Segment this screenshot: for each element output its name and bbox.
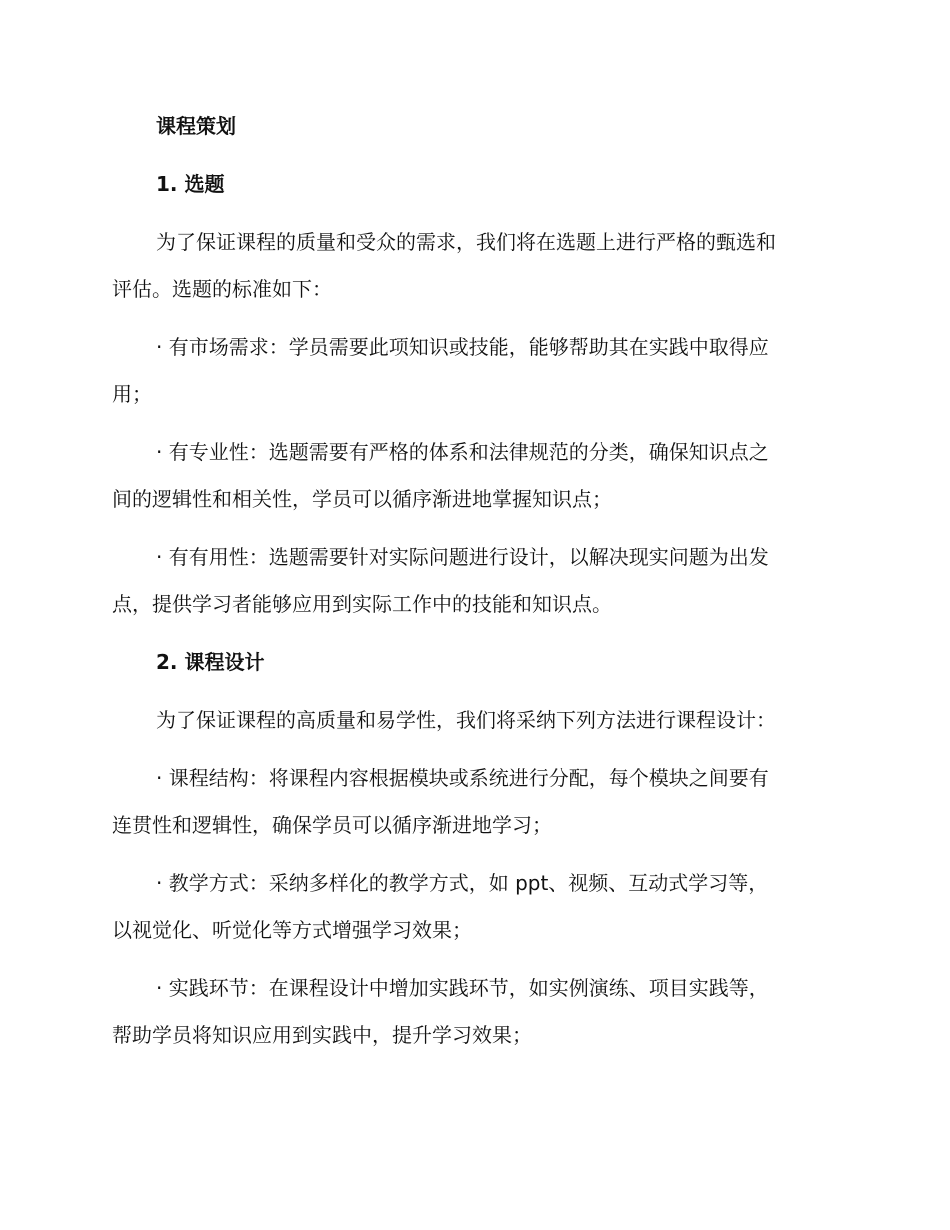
section2-bullet-practice xyxy=(112,974,832,1049)
section2-heading: 2. 课程设计 xyxy=(156,650,265,674)
bullet-line: · 教学方式：采纳多样化的教学方式，如 ppt、视频、互动式学习等， xyxy=(156,871,769,895)
section2-intro xyxy=(112,706,832,734)
bullet-line: · 有市场需求：学员需要此项知识或技能，能够帮助其在实践中取得应 xyxy=(156,335,769,359)
document-title: 课程策划 xyxy=(156,114,236,138)
section1-intro xyxy=(112,228,832,303)
bullet-line: 间的逻辑性和相关性，学员可以循序渐进地掌握知识点； xyxy=(112,487,612,511)
section1-bullet-usefulness xyxy=(112,543,832,618)
section1-heading-block xyxy=(112,170,832,198)
bullet-line: 帮助学员将知识应用到实践中，提升学习效果； xyxy=(112,1023,532,1047)
document-body xyxy=(112,112,832,1079)
section1-bullet-market-demand xyxy=(112,333,832,408)
bullet-line: 用； xyxy=(112,382,152,406)
section2-bullet-course-structure xyxy=(112,764,832,839)
bullet-line: · 课程结构：将课程内容根据模块或系统进行分配，每个模块之间要有 xyxy=(156,766,769,790)
section2-intro-line: 为了保证课程的高质量和易学性，我们将采纳下列方法进行课程设计： xyxy=(156,708,776,732)
section2-heading-block xyxy=(112,648,832,676)
section1-bullet-professionalism xyxy=(112,438,832,513)
bullet-line: · 有专业性：选题需要有严格的体系和法律规范的分类，确保知识点之 xyxy=(156,440,769,464)
document-title-block xyxy=(112,112,832,140)
bullet-line: · 实践环节：在课程设计中增加实践环节，如实例演练、项目实践等， xyxy=(156,976,769,1000)
bullet-line: 以视觉化、听觉化等方式增强学习效果； xyxy=(112,918,472,942)
bullet-line: 点，提供学习者能够应用到实际工作中的技能和知识点。 xyxy=(112,592,612,616)
bullet-line: · 有有用性：选题需要针对实际问题进行设计，以解决现实问题为出发 xyxy=(156,545,769,569)
section1-intro-line: 评估。选题的标准如下： xyxy=(112,277,332,301)
section1-heading: 1. 选题 xyxy=(156,172,225,196)
bullet-line: 连贯性和逻辑性，确保学员可以循序渐进地学习； xyxy=(112,813,552,837)
section1-intro-line: 为了保证课程的质量和受众的需求，我们将在选题上进行严格的甄选和 xyxy=(156,230,776,254)
section2-bullet-teaching-methods xyxy=(112,869,832,944)
